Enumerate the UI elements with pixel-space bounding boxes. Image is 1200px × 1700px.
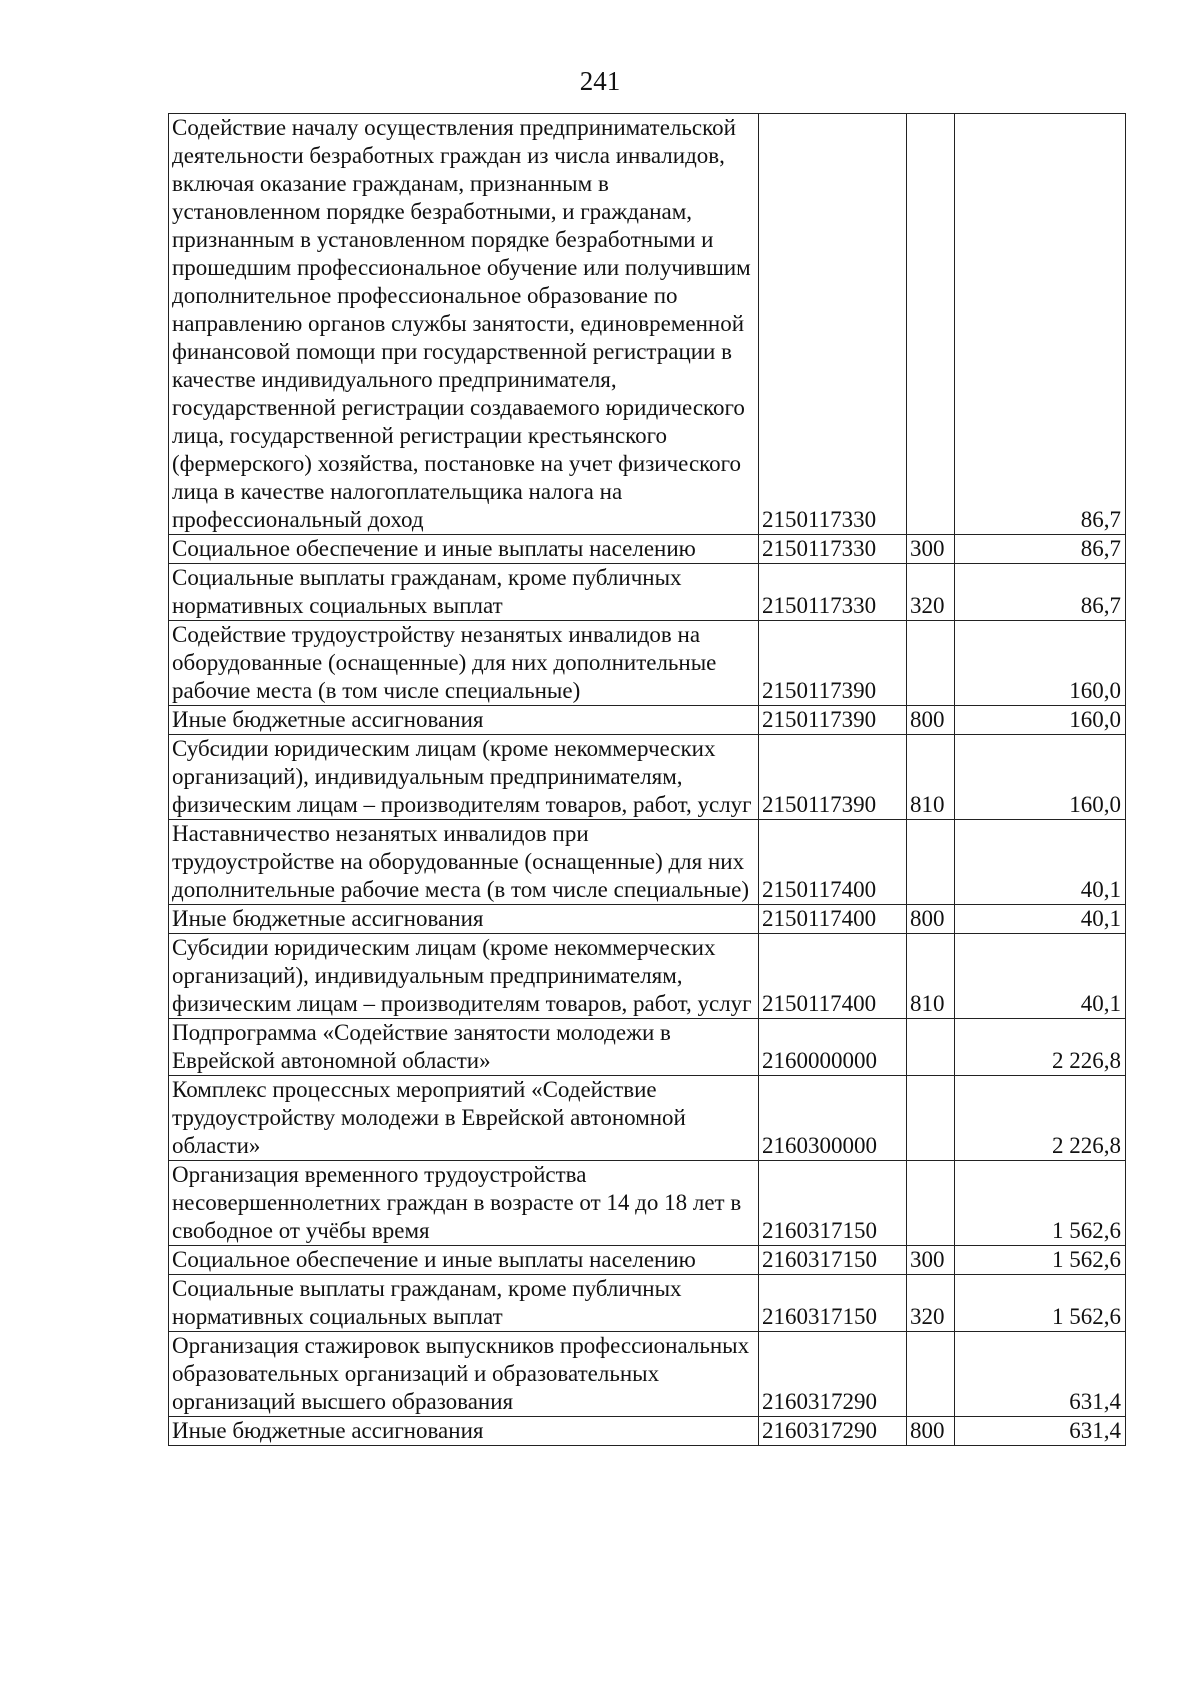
budget-table [168, 113, 1126, 1446]
row-sum: 40,1 [955, 820, 1126, 905]
row-code: 2150117390 [759, 735, 907, 820]
row-expense-type: 320 [907, 564, 955, 621]
row-sum: 631,4 [955, 1417, 1126, 1446]
row-sum: 1 562,6 [955, 1161, 1126, 1246]
row-expense-type: 810 [907, 934, 955, 1019]
row-name: Иные бюджетные ассигнования [169, 905, 759, 934]
row-name: Комплекс процессных мероприятий «Содействие трудоустройству молодежи в Еврейской автономной области» [169, 1076, 759, 1161]
row-code: 2150117390 [759, 706, 907, 735]
row-sum: 86,7 [955, 114, 1126, 535]
table-row [169, 820, 1126, 905]
row-name: Социальные выплаты гражданам, кроме публичных нормативных социальных выплат [169, 564, 759, 621]
row-expense-type: 300 [907, 1246, 955, 1275]
row-code: 2150117400 [759, 934, 907, 1019]
row-name: Иные бюджетные ассигнования [169, 706, 759, 735]
row-expense-type [907, 820, 955, 905]
table-row [169, 1161, 1126, 1246]
row-sum: 40,1 [955, 934, 1126, 1019]
row-name: Содействие трудоустройству незанятых инвалидов на оборудованные (оснащенные) для них дополнительные рабочие места (в том числе специальные) [169, 621, 759, 706]
row-sum: 1 562,6 [955, 1246, 1126, 1275]
row-code: 2160317290 [759, 1332, 907, 1417]
row-expense-type: 800 [907, 1417, 955, 1446]
row-expense-type [907, 1161, 955, 1246]
row-code: 2150117330 [759, 564, 907, 621]
row-code: 2160317150 [759, 1161, 907, 1246]
row-name: Социальное обеспечение и иные выплаты населению [169, 1246, 759, 1275]
row-sum: 160,0 [955, 735, 1126, 820]
row-name: Иные бюджетные ассигнования [169, 1417, 759, 1446]
row-sum: 160,0 [955, 706, 1126, 735]
row-sum: 631,4 [955, 1332, 1126, 1417]
table-row [169, 564, 1126, 621]
table-row [169, 1275, 1126, 1332]
page-number: 241 [579, 66, 621, 96]
table-row [169, 905, 1126, 934]
row-name: Социальное обеспечение и иные выплаты населению [169, 535, 759, 564]
row-name: Организация стажировок выпускников профессиональных образовательных организаций и образовательных организаций высшего образования [169, 1332, 759, 1417]
row-code: 2150117330 [759, 535, 907, 564]
row-code: 2150117330 [759, 114, 907, 535]
table-row [169, 535, 1126, 564]
row-sum: 2 226,8 [955, 1076, 1126, 1161]
row-name: Наставничество незанятых инвалидов при трудоустройстве на оборудованные (оснащенные) для них дополнительные рабочие места (в том числе специальные) [169, 820, 759, 905]
row-sum: 86,7 [955, 535, 1126, 564]
row-code: 2160317150 [759, 1246, 907, 1275]
row-name: Подпрограмма «Содействие занятости молодежи в Еврейской автономной области» [169, 1019, 759, 1076]
table-row [169, 621, 1126, 706]
row-sum: 86,7 [955, 564, 1126, 621]
row-expense-type [907, 1332, 955, 1417]
row-code: 2150117390 [759, 621, 907, 706]
row-code: 2160000000 [759, 1019, 907, 1076]
row-expense-type: 320 [907, 1275, 955, 1332]
table-row [169, 735, 1126, 820]
row-expense-type [907, 1076, 955, 1161]
row-expense-type [907, 621, 955, 706]
row-expense-type [907, 1019, 955, 1076]
row-name: Социальные выплаты гражданам, кроме публичных нормативных социальных выплат [169, 1275, 759, 1332]
table-row [169, 1076, 1126, 1161]
table-row [169, 1019, 1126, 1076]
row-code: 2160300000 [759, 1076, 907, 1161]
row-name: Содействие началу осуществления предпринимательской деятельности безработных граждан из числа инвалидов, включая оказание гражданам, признанным в установленном порядке безработными, и гражданам, признанным в установленном порядке безработными и прошедшим профессиональное обучение или получившим дополнительное профессиональное образование по направлению органов службы занятости, единовременной финансовой помощи при государственной регистрации в качестве индивидуального предпринимателя, государственной регистрации создаваемого юридического лица, государственной регистрации крестьянского (фермерского) хозяйства, постановке на учет физического лица в качестве налогоплательщика налога на профессиональный доход [169, 114, 759, 535]
row-sum: 40,1 [955, 905, 1126, 934]
row-expense-type: 810 [907, 735, 955, 820]
table-row [169, 1417, 1126, 1446]
row-code: 2150117400 [759, 905, 907, 934]
row-expense-type: 300 [907, 535, 955, 564]
table-row [169, 934, 1126, 1019]
row-sum: 1 562,6 [955, 1275, 1126, 1332]
row-expense-type: 800 [907, 905, 955, 934]
row-name: Субсидии юридическим лицам (кроме некоммерческих организаций), индивидуальным предпринимателям, физическим лицам – производителям товаров, работ, услуг [169, 735, 759, 820]
row-name: Организация временного трудоустройства несовершеннолетних граждан в возрасте от 14 до 18 лет в свободное от учёбы время [169, 1161, 759, 1246]
table-row [169, 114, 1126, 535]
row-expense-type: 800 [907, 706, 955, 735]
row-expense-type [907, 114, 955, 535]
row-code: 2160317290 [759, 1417, 907, 1446]
row-code: 2150117400 [759, 820, 907, 905]
table-row [169, 1332, 1126, 1417]
table-row [169, 706, 1126, 735]
row-sum: 160,0 [955, 621, 1126, 706]
row-name: Субсидии юридическим лицам (кроме некоммерческих организаций), индивидуальным предпринимателям, физическим лицам – производителям товаров, работ, услуг [169, 934, 759, 1019]
row-sum: 2 226,8 [955, 1019, 1126, 1076]
table-row [169, 1246, 1126, 1275]
row-code: 2160317150 [759, 1275, 907, 1332]
